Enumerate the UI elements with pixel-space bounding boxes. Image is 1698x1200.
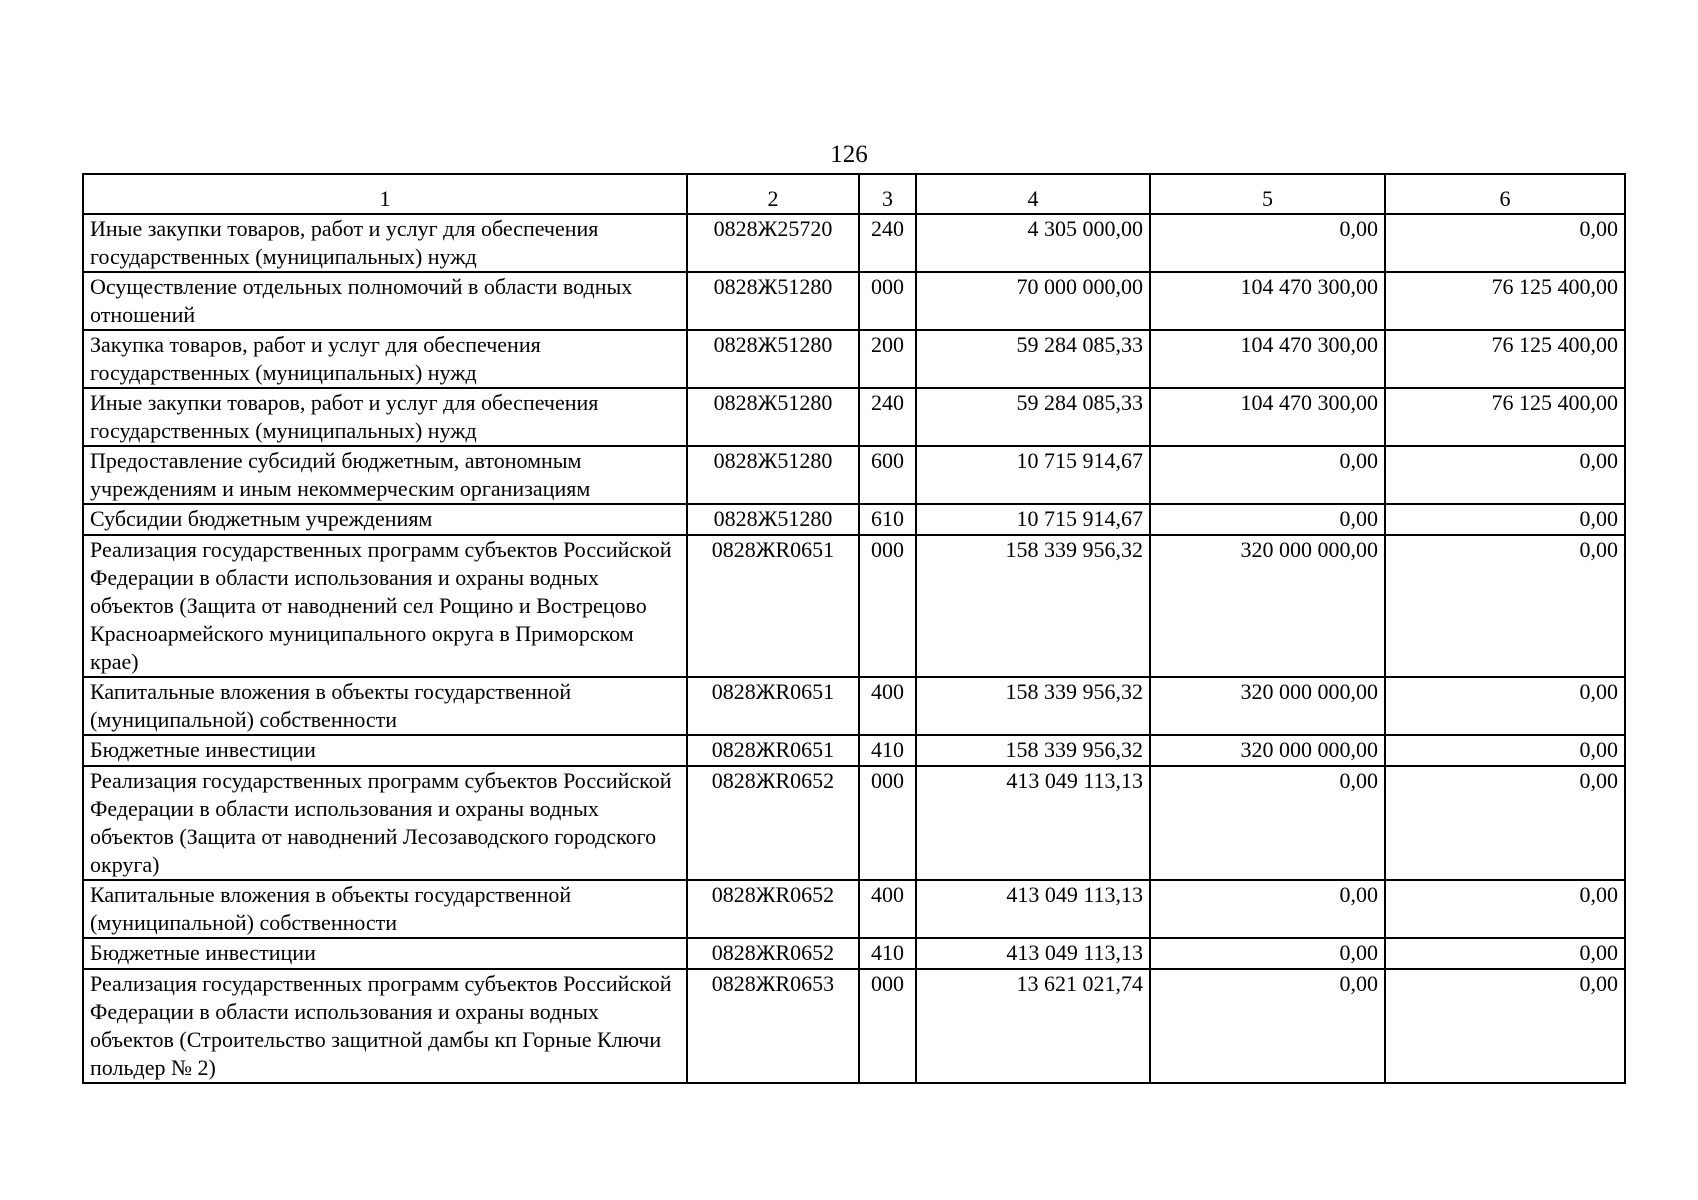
item-name: Реализация государственных программ субъектов Российской Федерации в области использования и охраны водных объектов (Строительство защитной дамбы кп Горные Ключи польдер № 2)	[83, 969, 687, 1083]
amount-col-4: 70 000 000,00	[916, 272, 1150, 330]
amount-col-6: 0,00	[1385, 446, 1625, 504]
amount-col-5: 0,00	[1150, 446, 1385, 504]
expense-type-code: 600	[859, 446, 916, 504]
amount-col-5: 0,00	[1150, 766, 1385, 880]
target-article-code: 0828ЖR0653	[687, 969, 859, 1083]
item-name: Капитальные вложения в объекты государственной (муниципальной) собственности	[83, 677, 687, 735]
item-name: Субсидии бюджетным учреждениям	[83, 504, 687, 535]
amount-col-6: 76 125 400,00	[1385, 330, 1625, 388]
item-name: Иные закупки товаров, работ и услуг для обеспечения государственных (муниципальных) нужд	[83, 388, 687, 446]
amount-col-5: 320 000 000,00	[1150, 535, 1385, 677]
table-row	[83, 938, 1625, 969]
target-article-code: 0828Ж51280	[687, 272, 859, 330]
table-row	[83, 969, 1625, 1083]
target-article-code: 0828ЖR0652	[687, 766, 859, 880]
item-name: Капитальные вложения в объекты государственной (муниципальной) собственности	[83, 880, 687, 938]
table-row	[83, 504, 1625, 535]
amount-col-4: 413 049 113,13	[916, 938, 1150, 969]
target-article-code: 0828ЖR0651	[687, 735, 859, 766]
amount-col-6: 0,00	[1385, 214, 1625, 272]
column-header-6: 6	[1385, 174, 1625, 214]
item-name: Предоставление субсидий бюджетным, автономным учреждениям и иным некоммерческим организациям	[83, 446, 687, 504]
expense-type-code: 000	[859, 969, 916, 1083]
item-name: Бюджетные инвестиции	[83, 735, 687, 766]
expense-type-code: 240	[859, 214, 916, 272]
amount-col-4: 4 305 000,00	[916, 214, 1150, 272]
table-row	[83, 677, 1625, 735]
target-article-code: 0828Ж25720	[687, 214, 859, 272]
table-row	[83, 214, 1625, 272]
column-header-4: 4	[916, 174, 1150, 214]
table-row	[83, 330, 1625, 388]
amount-col-4: 10 715 914,67	[916, 504, 1150, 535]
amount-col-4: 59 284 085,33	[916, 330, 1150, 388]
amount-col-5: 104 470 300,00	[1150, 388, 1385, 446]
expense-type-code: 240	[859, 388, 916, 446]
expense-type-code: 610	[859, 504, 916, 535]
amount-col-6: 0,00	[1385, 677, 1625, 735]
amount-col-5: 0,00	[1150, 214, 1385, 272]
table-row	[83, 735, 1625, 766]
budget-table	[82, 173, 1626, 1084]
amount-col-5: 0,00	[1150, 969, 1385, 1083]
expense-type-code: 410	[859, 735, 916, 766]
column-header-2: 2	[687, 174, 859, 214]
table-row	[83, 446, 1625, 504]
target-article-code: 0828Ж51280	[687, 446, 859, 504]
amount-col-6: 0,00	[1385, 880, 1625, 938]
table-body	[83, 214, 1625, 1083]
amount-col-6: 0,00	[1385, 969, 1625, 1083]
amount-col-4: 158 339 956,32	[916, 677, 1150, 735]
item-name: Реализация государственных программ субъектов Российской Федерации в области использования и охраны водных объектов (Защита от наводнений Лесозаводского городского округа)	[83, 766, 687, 880]
item-name: Бюджетные инвестиции	[83, 938, 687, 969]
target-article-code: 0828ЖR0651	[687, 535, 859, 677]
amount-col-5: 104 470 300,00	[1150, 272, 1385, 330]
table-row	[83, 388, 1625, 446]
amount-col-6: 0,00	[1385, 938, 1625, 969]
amount-col-5: 0,00	[1150, 504, 1385, 535]
column-header-1: 1	[83, 174, 687, 214]
amount-col-6: 76 125 400,00	[1385, 388, 1625, 446]
expense-type-code: 400	[859, 677, 916, 735]
table-row	[83, 535, 1625, 677]
item-name: Закупка товаров, работ и услуг для обеспечения государственных (муниципальных) нужд	[83, 330, 687, 388]
table-row	[83, 272, 1625, 330]
target-article-code: 0828ЖR0652	[687, 938, 859, 969]
expense-type-code: 400	[859, 880, 916, 938]
amount-col-4: 10 715 914,67	[916, 446, 1150, 504]
amount-col-4: 59 284 085,33	[916, 388, 1150, 446]
amount-col-6: 0,00	[1385, 735, 1625, 766]
header-row	[83, 174, 1625, 214]
amount-col-5: 320 000 000,00	[1150, 677, 1385, 735]
expense-type-code: 000	[859, 766, 916, 880]
column-header-3: 3	[859, 174, 916, 214]
expense-type-code: 000	[859, 272, 916, 330]
expense-type-code: 410	[859, 938, 916, 969]
amount-col-5: 0,00	[1150, 880, 1385, 938]
amount-col-4: 158 339 956,32	[916, 535, 1150, 677]
amount-col-5: 104 470 300,00	[1150, 330, 1385, 388]
table-header	[83, 174, 1625, 214]
table-row	[83, 766, 1625, 880]
table-row	[83, 880, 1625, 938]
amount-col-4: 413 049 113,13	[916, 766, 1150, 880]
target-article-code: 0828ЖR0651	[687, 677, 859, 735]
target-article-code: 0828Ж51280	[687, 330, 859, 388]
amount-col-4: 158 339 956,32	[916, 735, 1150, 766]
amount-col-6: 0,00	[1385, 535, 1625, 677]
amount-col-6: 0,00	[1385, 766, 1625, 880]
target-article-code: 0828Ж51280	[687, 388, 859, 446]
amount-col-5: 320 000 000,00	[1150, 735, 1385, 766]
amount-col-6: 76 125 400,00	[1385, 272, 1625, 330]
amount-col-4: 413 049 113,13	[916, 880, 1150, 938]
item-name: Реализация государственных программ субъектов Российской Федерации в области использования и охраны водных объектов (Защита от наводнений сел Рощино и Вострецово Красноармейского муниципального округа в Приморском крае)	[83, 535, 687, 677]
item-name: Осуществление отдельных полномочий в области водных отношений	[83, 272, 687, 330]
amount-col-5: 0,00	[1150, 938, 1385, 969]
item-name: Иные закупки товаров, работ и услуг для обеспечения государственных (муниципальных) нужд	[83, 214, 687, 272]
target-article-code: 0828Ж51280	[687, 504, 859, 535]
expense-type-code: 200	[859, 330, 916, 388]
amount-col-6: 0,00	[1385, 504, 1625, 535]
amount-col-4: 13 621 021,74	[916, 969, 1150, 1083]
page-number: 126	[830, 141, 868, 168]
target-article-code: 0828ЖR0652	[687, 880, 859, 938]
expense-type-code: 000	[859, 535, 916, 677]
column-header-5: 5	[1150, 174, 1385, 214]
